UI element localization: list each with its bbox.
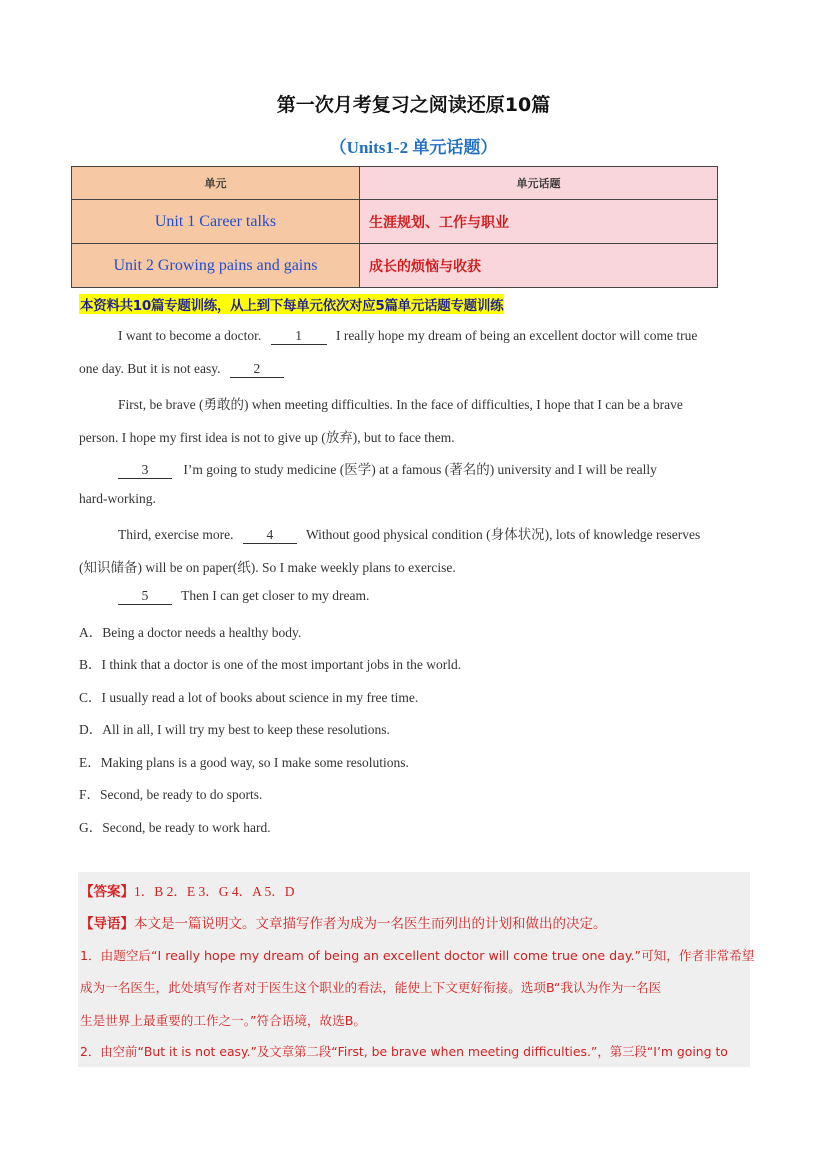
option-e: E．Making plans is a good way, so I make some resolutions.: [79, 755, 409, 770]
header-unit: 单元: [72, 167, 360, 200]
unit-topic-table: [71, 166, 718, 288]
unit-cell: Unit 1 Career talks: [72, 200, 360, 244]
option-a: A．Being a doctor needs a healthy body.: [79, 625, 302, 640]
option-f: F．Second, be ready to do sports.: [79, 787, 263, 802]
passage-text: Then I can get closer to my dream.: [181, 588, 370, 603]
passage-line: First, be brave (勇敢的) when meeting difficulties. In the face of difficulties, I hope that I can be a brave: [118, 397, 683, 412]
passage-line: person. I hope my first idea is not to give up (放弃), but to face them.: [79, 430, 455, 445]
passage-text: Without good physical condition (身体状况), lots of knowledge reserves: [305, 527, 701, 542]
passage-line: [118, 588, 369, 605]
blank-3: 3: [118, 462, 172, 479]
topic-cell: 生涯规划、工作与职业: [359, 200, 717, 244]
answer-panel: [78, 872, 750, 1067]
passage-line: hard-working.: [79, 491, 156, 506]
answer-line: [80, 880, 295, 900]
page-title: 第一次月考复习之阅读还原10篇: [276, 94, 551, 116]
passage-text: I really hope my dream of being an excellent doctor will come true: [335, 328, 698, 343]
option-d: D．All in all, I will try my best to keep these resolutions.: [79, 722, 390, 737]
guide-line: [80, 912, 607, 932]
option-g: G．Second, be ready to work hard.: [79, 820, 271, 835]
passage-text: Third, exercise more.: [118, 527, 234, 542]
table-row: [72, 200, 718, 244]
option-b: B．I think that a doctor is one of the most important jobs in the world.: [79, 657, 462, 672]
blank-1: 1: [271, 328, 327, 345]
topic-cell: 成长的烦恼与收获: [359, 244, 717, 288]
explanation-line: 1．由题空后“I really hope my dream of being an excellent doctor will come true one day.”可知，作者非常希望: [80, 948, 755, 963]
passage-line: [79, 361, 284, 378]
passage-text: I’m going to study medicine (医学) at a famous (著名的) university and I will be really: [183, 462, 657, 477]
header-topic: 单元话题: [359, 167, 717, 200]
table-row: [72, 244, 718, 288]
guide-text: 本文是一篇说明文。文章描写作者为成为一名医生而列出的计划和做出的决定。: [134, 916, 607, 932]
passage-line: [118, 523, 700, 544]
blank-4: 4: [243, 527, 297, 544]
table-header-row: [72, 167, 718, 200]
explanation-line: 生是世界上最重要的工作之一。”符合语境，故选B。: [80, 1013, 366, 1028]
explanation-line: 2．由空前“But it is not easy.”及文章第二段“First, be brave when meeting difficulties.”，第三段“I’m going to: [80, 1044, 728, 1059]
explanation-line: 成为一名医生，此处填写作者对于医生这个职业的看法，能使上下文更好衔接。选项B“我认为作为一名医: [80, 980, 662, 995]
option-c: C．I usually read a lot of books about science in my free time.: [79, 690, 419, 705]
passage-text: I want to become a doctor.: [118, 328, 262, 343]
answer-text: 1．B 2．E 3．G 4．A 5．D: [134, 884, 295, 899]
page-subtitle: （Units1-2 单元话题）: [329, 138, 498, 157]
passage-text: one day. But it is not easy.: [79, 361, 221, 376]
blank-2: 2: [230, 361, 284, 378]
passage-line: (知识储备) will be on paper(纸). So I make weekly plans to exercise.: [79, 560, 456, 575]
passage-line: [118, 328, 697, 345]
passage-line: [118, 458, 657, 479]
answer-label: 【答案】: [80, 884, 134, 900]
blank-5: 5: [118, 588, 172, 605]
unit-cell: Unit 2 Growing pains and gains: [72, 244, 360, 288]
guide-label: 【导语】: [80, 916, 134, 932]
highlight-note: 本资料共10篇专题训练，从上到下每单元依次对应5篇单元话题专题训练: [79, 294, 504, 314]
